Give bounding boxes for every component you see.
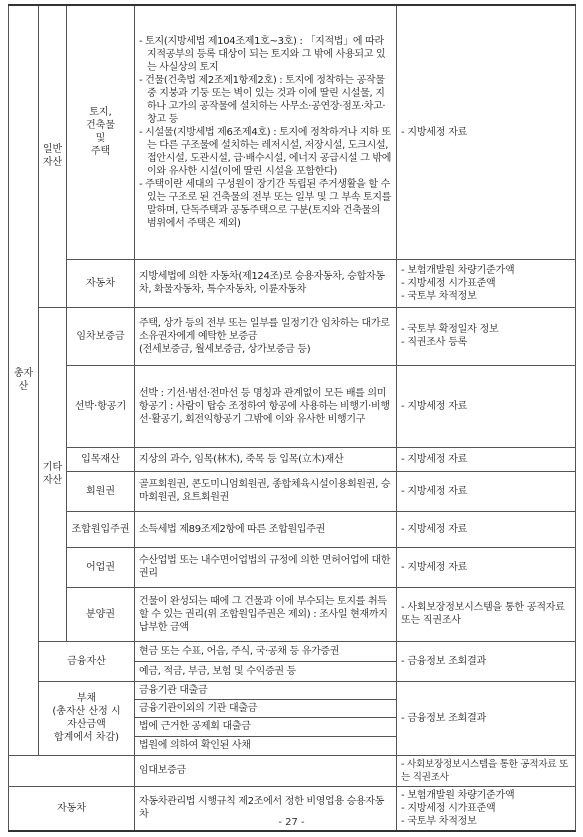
timber-source: - 지방세정 자료	[397, 447, 576, 471]
table-row	[9, 547, 576, 587]
timber-desc: 지상의 과수, 임목(林木), 죽목 등 입목(立木)재산	[135, 447, 397, 471]
table-row	[9, 447, 576, 471]
car-label: 자동차	[67, 259, 135, 307]
fishing-right-label: 어업권	[67, 547, 135, 587]
table-row	[9, 755, 576, 786]
general-assets-label: 일반 자산	[39, 5, 67, 307]
lease-deposit-source: - 국토부 확정일자 정보 - 직권조사 등록	[397, 307, 576, 365]
lease-deposit-label: 임차보증금	[67, 307, 135, 365]
table-row	[9, 681, 576, 699]
land-building-source: - 지방세정 자료	[397, 5, 576, 259]
presale-right-source: - 사회보장정보시스템을 통한 공적자료 또는 직권조사	[397, 587, 576, 641]
debt-desc-4: 법원에 의하여 확인된 사채	[139, 739, 251, 751]
fishing-right-source: - 지방세정 자료	[397, 547, 576, 587]
lease-deposit-desc: 주택, 상가 등의 전부 또는 일부를 일정기간 임차하는 대가로 소유권자에게 예탁한 보증금 (전세보증금, 월세보증금, 상가보증금 등)	[135, 307, 397, 365]
table-row	[9, 511, 576, 547]
debt-label-continued	[9, 755, 135, 786]
presale-right-desc: 건물이 완성되는 때에 그 건물과 이에 부수되는 토지를 취득할 수 있는 권리(위 조합원입주권은 제외) : 조사일 현재까지 납부한 금액	[135, 587, 397, 641]
timber-label: 입목재산	[67, 447, 135, 471]
table-row	[9, 365, 576, 447]
car2-desc: 자동차관리법 시행규칙 제2조에서 정한 비영업용 승용자동차	[135, 786, 397, 831]
car2-source: - 보험개발원 차량기준가액 - 지방세정 시가표준액 - 국토부 차적정보	[397, 786, 576, 831]
fishing-right-desc: 수산업법 또는 내수면어업법의 규정에 의한 면허어업에 대한 권리	[135, 547, 397, 587]
debt-desc-3: 법에 근거한 공제회 대출금	[135, 718, 396, 737]
ship-aircraft-label: 선박·항공기	[67, 365, 135, 447]
financial-desc-1: 현금 또는 수표, 어음, 주식, 국·공채 등 유가증권	[135, 641, 397, 661]
financial-source: - 금융정보 조회결과	[397, 641, 576, 681]
debt-source-1: - 금융정보 조회결과	[397, 681, 576, 755]
ship-aircraft-desc: 선박 : 기선·범선·전마선 등 명칭과 관계없이 모든 배를 의미 항공기 : 사람이 탑승 조정하여 항공에 사용하는 비행기·비행선·활공기, 회전익항공기 그밖에 이와 유사한 비행기구	[135, 365, 397, 447]
table-row	[9, 587, 576, 641]
table-row	[9, 307, 576, 365]
membership-source: - 지방세정 자료	[397, 471, 576, 511]
total-assets-label: 총자산	[9, 5, 39, 755]
table-row	[9, 5, 576, 259]
coop-right-desc: 소득세법 제89조제2항에 따른 조합원입주권	[135, 511, 397, 547]
table-row	[9, 641, 576, 661]
table-row	[9, 471, 576, 511]
car2-label: 자동차	[9, 786, 135, 831]
car-source: - 보험개발원 차량기준가액 - 지방세정 시가표준액 - 국토부 차적정보	[397, 259, 576, 307]
coop-right-label: 조합원입주권	[67, 511, 135, 547]
ship-aircraft-source: - 지방세정 자료	[397, 365, 576, 447]
table-row	[9, 259, 576, 307]
financial-desc-2: 예금, 적금, 부금, 보험 및 수익증권 등	[135, 661, 397, 681]
debt-desc-2: 금융기관이외의 기관 대출금	[135, 699, 397, 717]
presale-right-label: 분양권	[67, 587, 135, 641]
debt-source-2: - 사회보장정보시스템을 통한 공적자료 또는 직권조사	[397, 755, 576, 786]
debt-label: 부채 (총자산 산정 시 자산금액 합계에서 차감)	[39, 681, 135, 755]
financial-assets-label: 금융자산	[39, 641, 135, 681]
membership-label: 회원권	[67, 471, 135, 511]
debt-desc-5: 임대보증금	[135, 755, 397, 786]
land-building-label: 토지, 건축물 및 주택	[67, 5, 135, 259]
land-building-desc: - 토지(지방세법 제104조제1호~3호) : 「지적법」에 따라 지적공부의 등록 대상이 되는 토지와 그 밖에 사용되고 있는 사실상의 토지 - 건물(건축법 제2조제1항제2호) : 토지에 정착하는 공작물 중 지붕과 기둥 또는 벽이 있는 것과 이에 딸린 시설물, 지하나 고가의 공작물에 설치하는 사무소·공연장·점포·차고·창고 등 - 시설물(지방세법 제6조제4호) : 토지에 정착하거나 지하 또는 다른 구조물에 설치하는 레저시설, 저장시설, 도크시설, 접안시설, 도관시설, 급·배수시설, 에너지 공급시설 그 밖에 이와 유사한 시설(이에 딸린 시설을 포함한다) - 주택이란 세대의 구성원이 장기간 독립된 주거생활을 할 수 있는 구조로 된 건축물의 전부 또는 일부 및 그 부속 토지를 말하며, 단독주택과 공동주택으로 구분(토지와 건축물의 범위에서 주택은 제외)	[135, 5, 397, 259]
membership-desc: 골프회원권, 콘도미니엄회원권, 종합체육시설이용회원권, 승마회원권, 요트회원권	[135, 471, 397, 511]
coop-right-source: - 지방세정 자료	[397, 511, 576, 547]
debt-desc-1: 금융기관 대출금	[135, 681, 397, 699]
car-desc: 지방세법에 의한 자동차(제124조)로 승용자동차, 승합자동차, 화물자동차, 특수자동차, 이륜자동차	[135, 259, 397, 307]
other-assets-label: 기타 자산	[39, 307, 67, 641]
asset-criteria-table	[8, 4, 576, 832]
page-number: - 27 -	[278, 817, 305, 828]
debt-desc-3-4-5	[135, 717, 397, 755]
